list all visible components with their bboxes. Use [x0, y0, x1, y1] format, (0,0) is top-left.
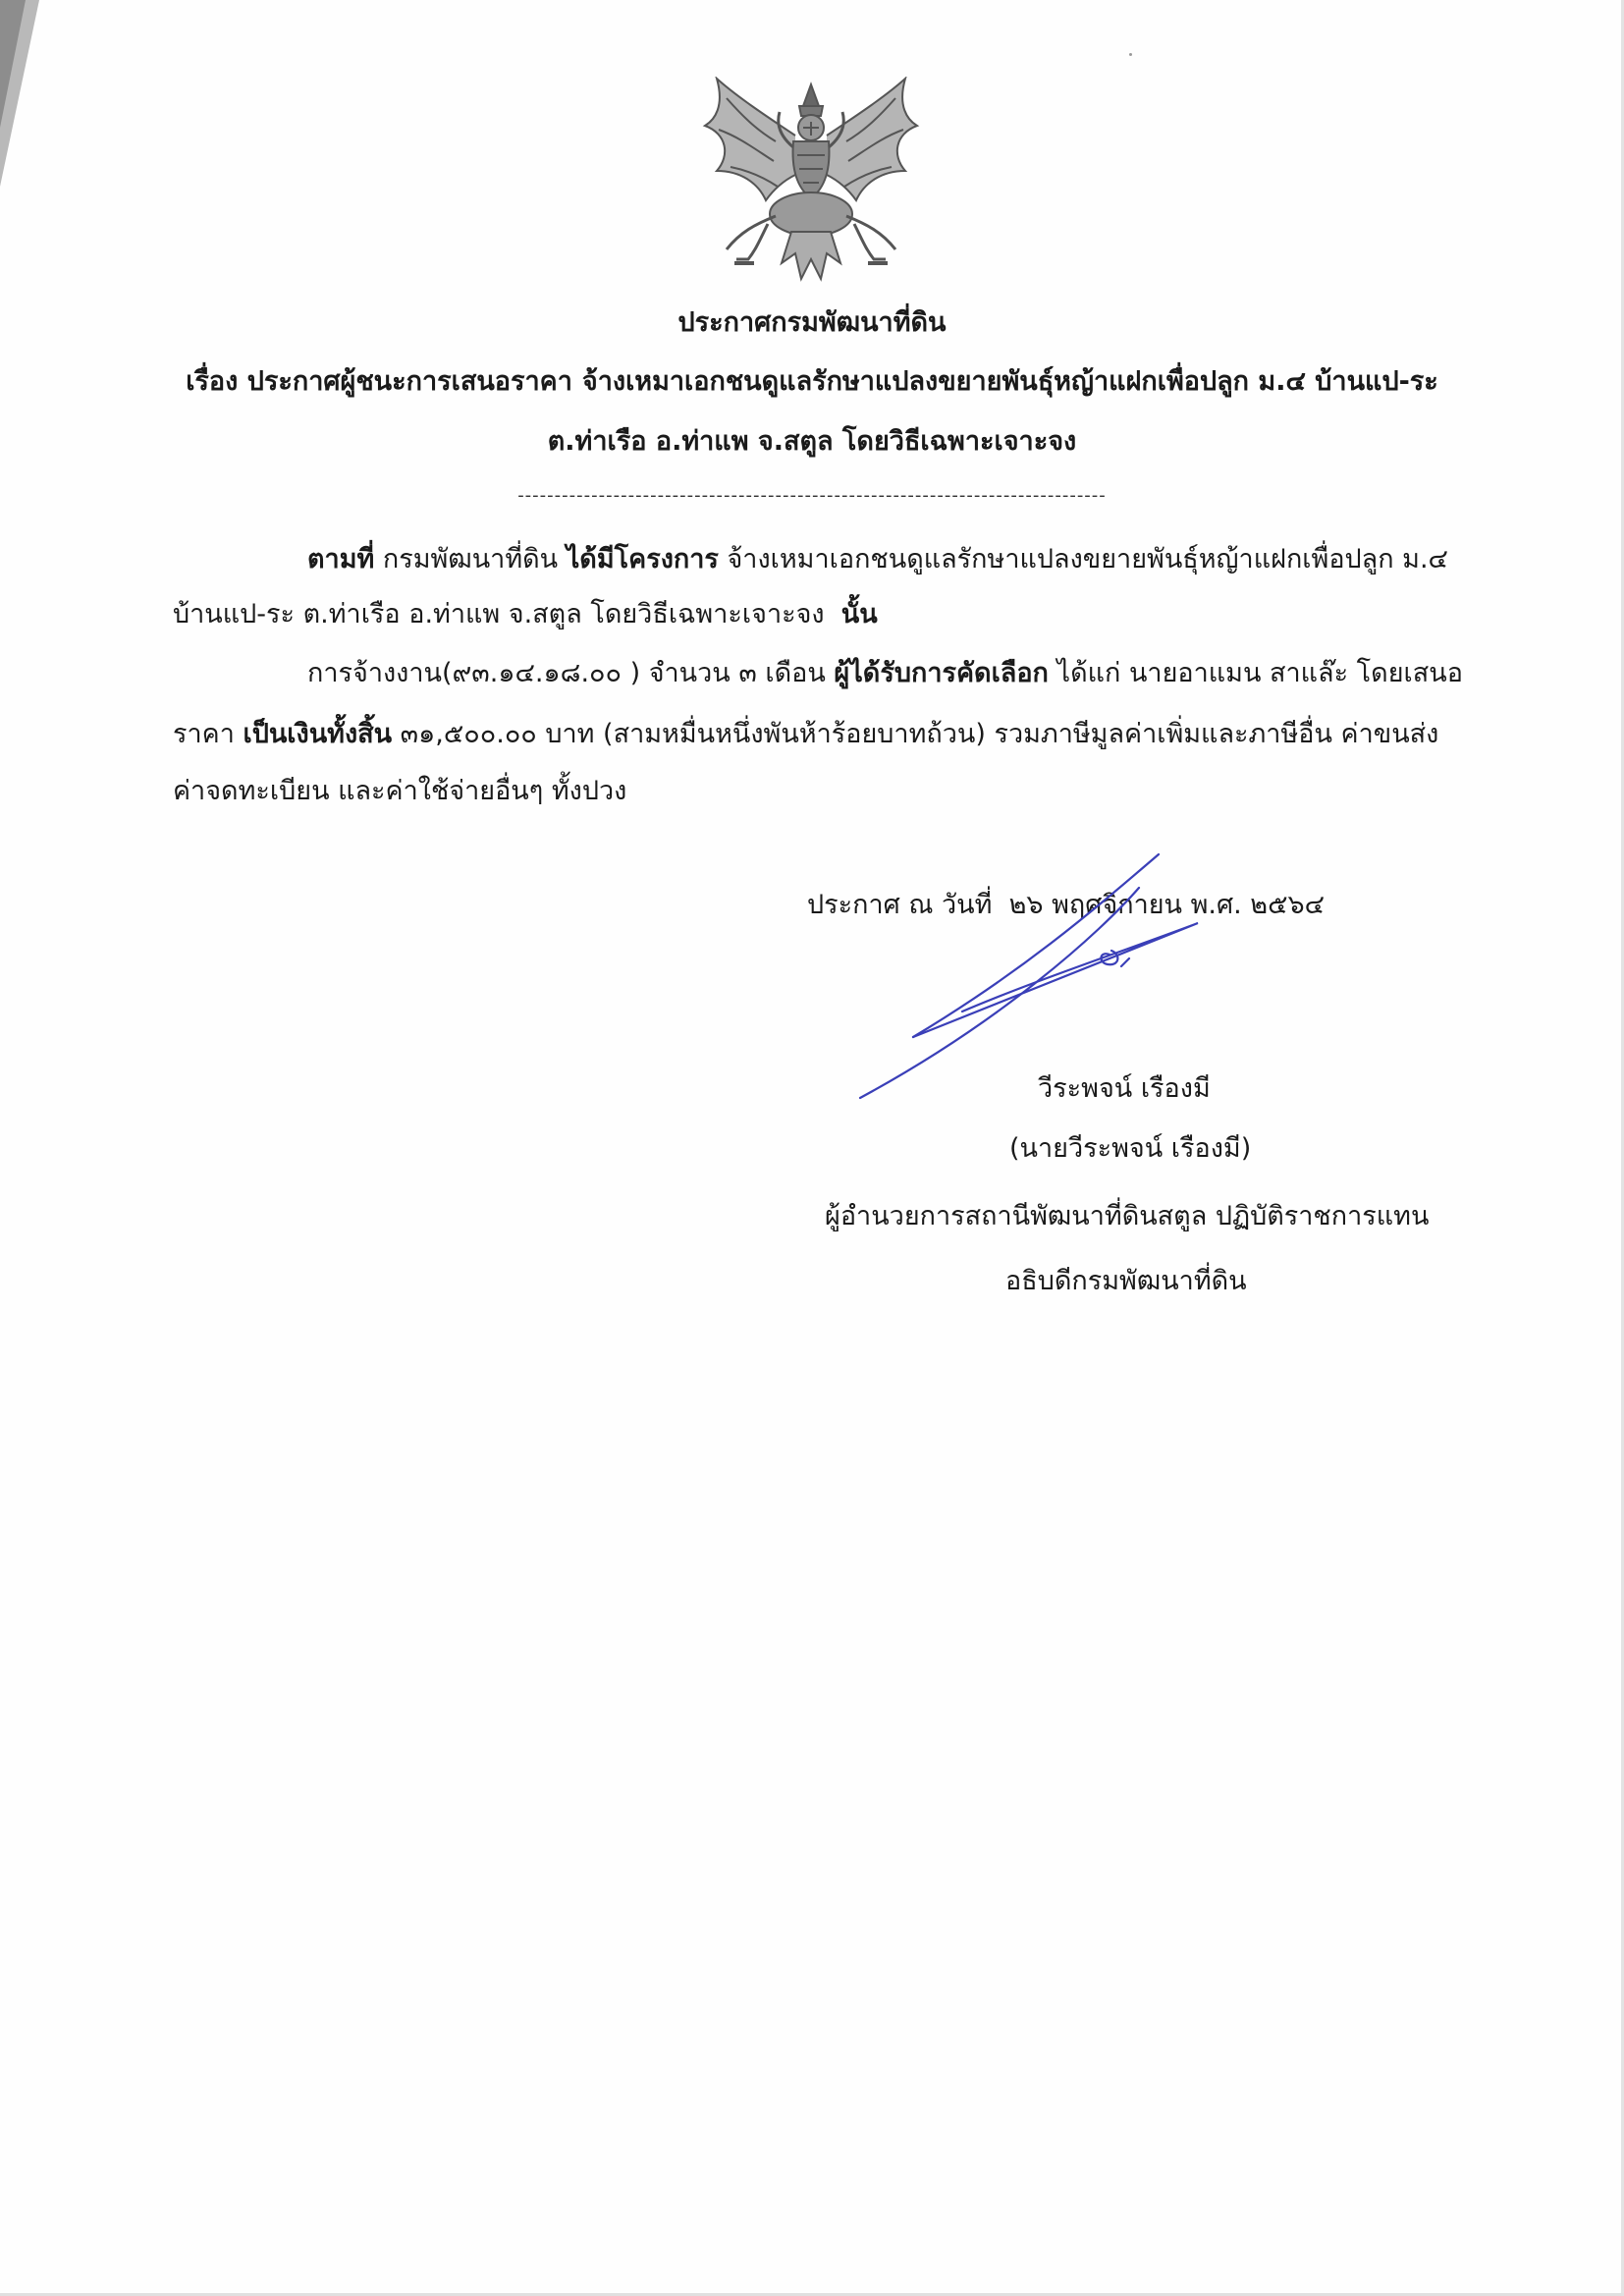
subject-line-1: [0, 359, 1624, 402]
subject-label: เรื่อง ประกาศผู้ชนะการเสนอราคา: [186, 366, 572, 397]
garuda-emblem-icon: [697, 77, 925, 293]
p1-line2: บ้านแป-ระ ต.ท่าเรือ อ.ท่าแพ จ.สตูล โดยวิธีเฉพาะเจาะจง: [173, 599, 825, 629]
p1-intro: ตามที่: [307, 544, 375, 574]
document-title: ประกาศกรมพัฒนาที่ดิน: [677, 307, 947, 338]
p2-text: การจ้างงาน(๙๓.๑๔.๑๘.๐๐ ) จำนวน ๓ เดือน: [307, 658, 835, 688]
p2-line2b: ๓๑,๕๐๐.๐๐ บาท (สามหมื่นหนึ่งพันห้าร้อยบาทถ้วน) รวมภาษีมูลค่าเพิ่มและภาษีอื่น ค่าขนส่ง: [392, 719, 1439, 749]
p2-line2a: ราคา: [173, 719, 244, 749]
paragraph-2-line-2: [173, 712, 1438, 754]
date-label: ประกาศ ณ วันที่: [807, 890, 993, 920]
p1-text: กรมพัฒนาที่ดิน: [374, 544, 567, 574]
signer-full-name: (นายวีระพจน์ เรืองมี): [1009, 1133, 1252, 1164]
date-value: ๒๖ พฤศจิกายน พ.ศ. ๒๕๖๔: [1008, 890, 1326, 920]
paragraph-2-line-3: ค่าจดทะเบียน และค่าใช้จ่ายอื่นๆ ทั้งปวง: [173, 776, 627, 806]
paragraph-1-line-2: [173, 592, 878, 634]
p2-bold: ผู้ได้รับการคัดเลือก: [834, 658, 1049, 688]
signer-position-line-2: อธิบดีกรมพัฒนาที่ดิน: [1005, 1266, 1247, 1296]
subject-line-2: ต.ท่าเรือ อ.ท่าแพ จ.สตูล โดยวิธีเฉพาะเจาะจง: [547, 426, 1077, 457]
paragraph-1-line-1: [307, 537, 1448, 579]
paragraph-2-line-1: [307, 651, 1463, 693]
signer-position-line-1: ผู้อำนวยการสถานีพัฒนาที่ดินสตูล ปฏิบัติราชการแทน: [825, 1201, 1430, 1231]
p2-rest: ได้แก่ นายอาแมน สาแล๊ะ โดยเสนอ: [1048, 658, 1463, 688]
p1-bold: ได้มีโครงการ: [566, 544, 719, 574]
signer-name: วีระพจน์ เรืองมี: [1038, 1073, 1211, 1104]
p2-line2-bold: เป็นเงินทั้งสิ้น: [243, 719, 393, 749]
scan-speck: [1129, 53, 1132, 56]
scan-corner-shadow-dark: [0, 0, 26, 128]
divider-line: --------------------------------------------------------------------------------: [517, 485, 1107, 506]
p1-rest: จ้างเหมาเอกชนดูแลรักษาแปลงขยายพันธุ์หญ้าแฝกเพื่อปลูก ม.๔: [718, 544, 1448, 574]
subject-text-1: จ้างเหมาเอกชนดูแลรักษาแปลงขยายพันธุ์หญ้าแฝกเพื่อปลูก ม.๔ บ้านแป-ระ: [581, 366, 1438, 397]
p1-end: นั้น: [840, 599, 878, 629]
